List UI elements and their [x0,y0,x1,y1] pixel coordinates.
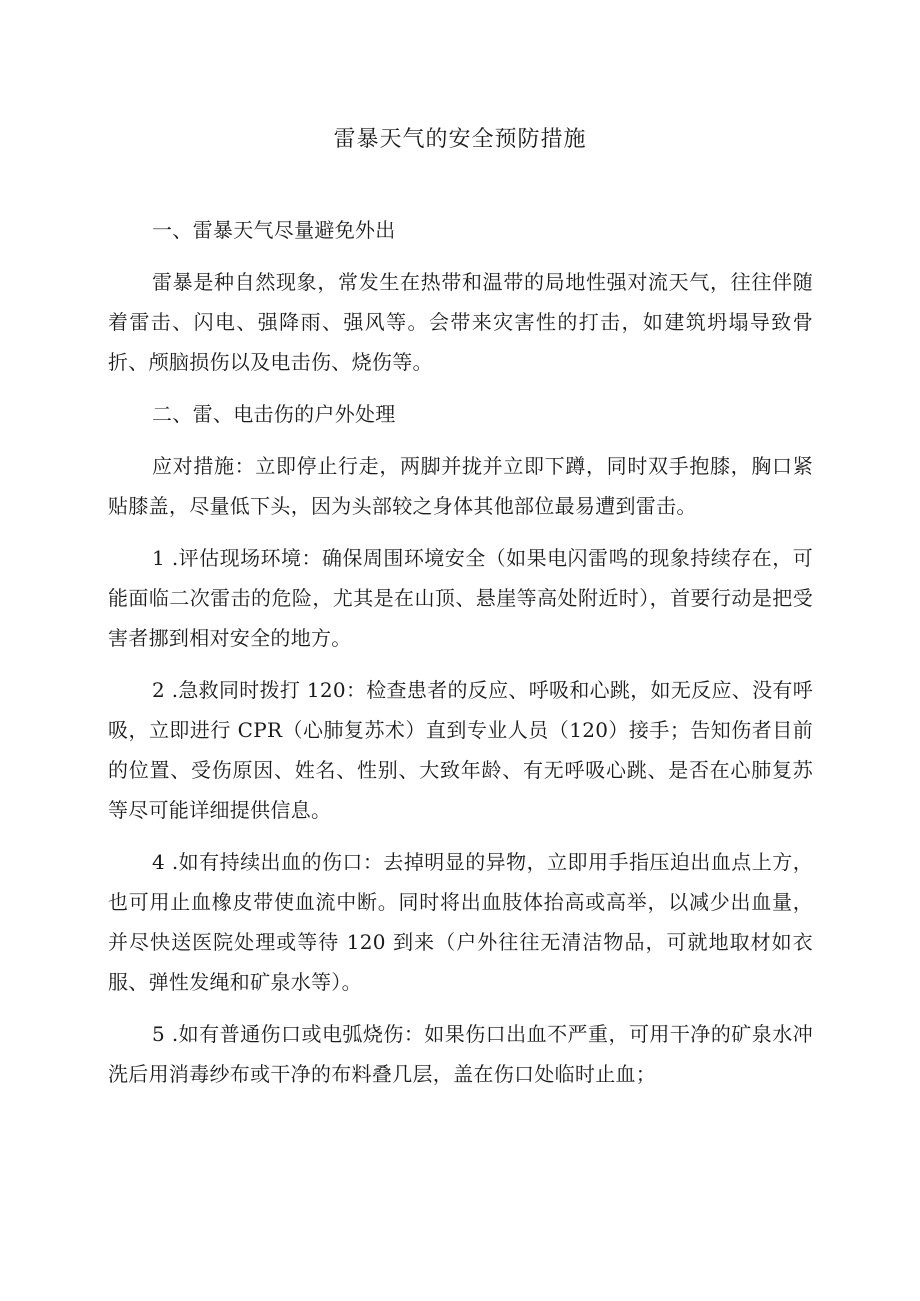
list-item-ordinary-wound: 5 .如有普通伤口或电弧烧伤：如果伤口出血不严重，可用干净的矿泉水冲洗后用消毒纱布或干净的布料叠几层，盖在伤口处临时止血； [108,1022,813,1086]
section-heading-outdoor-treatment: 二、雷、电击伤的户外处理 [152,402,396,426]
list-item-bleeding-wound: 4 .如有持续出血的伤口：去掉明显的异物，立即用手指压迫出血点上方，也可用止血橡皮带使血流中断。同时将出血肢体抬高或高举，以减少出血量，并尽快送医院处理或等待 120 到来（户外往往无清洁物品，可就地取材如衣服、弹性发绳和矿泉水等）。 [108,850,813,994]
list-item-assess-environment: 1 .评估现场环境：确保周围环境安全（如果电闪雷鸣的现象持续存在，可能面临二次雷击的危险，尤其是在山顶、悬崖等高处附近时），首要行动是把受害者挪到相对安全的地方。 [108,546,813,650]
paragraph-thunderstorm-intro: 雷暴是种自然现象，常发生在热带和温带的局地性强对流天气，往往伴随着雷击、闪电、强降雨、强风等。会带来灾害性的打击，如建筑坍塌导致骨折、颅脑损伤以及电击伤、烧伤等。 [108,270,813,374]
section-heading-avoid-outdoors: 一、雷暴天气尽量避免外出 [152,218,396,242]
document-title: 雷暴天气的安全预防措施 [333,127,587,152]
list-item-call-120: 2 .急救同时拨打 120：检查患者的反应、呼吸和心跳，如无反应、没有呼吸，立即进行 CPR（心肺复苏术）直到专业人员（120）接手；告知伤者目前的位置、受伤原因、姓名、性别、大致年龄、有无呼吸心跳、是否在心肺复苏等尽可能详细提供信息。 [108,678,813,822]
paragraph-response-measures: 应对措施：立即停止行走，两脚并拢并立即下蹲，同时双手抱膝，胸口紧贴膝盖，尽量低下头，因为头部较之身体其他部位最易遭到雷击。 [108,454,813,518]
document-body [108,210,813,1106]
